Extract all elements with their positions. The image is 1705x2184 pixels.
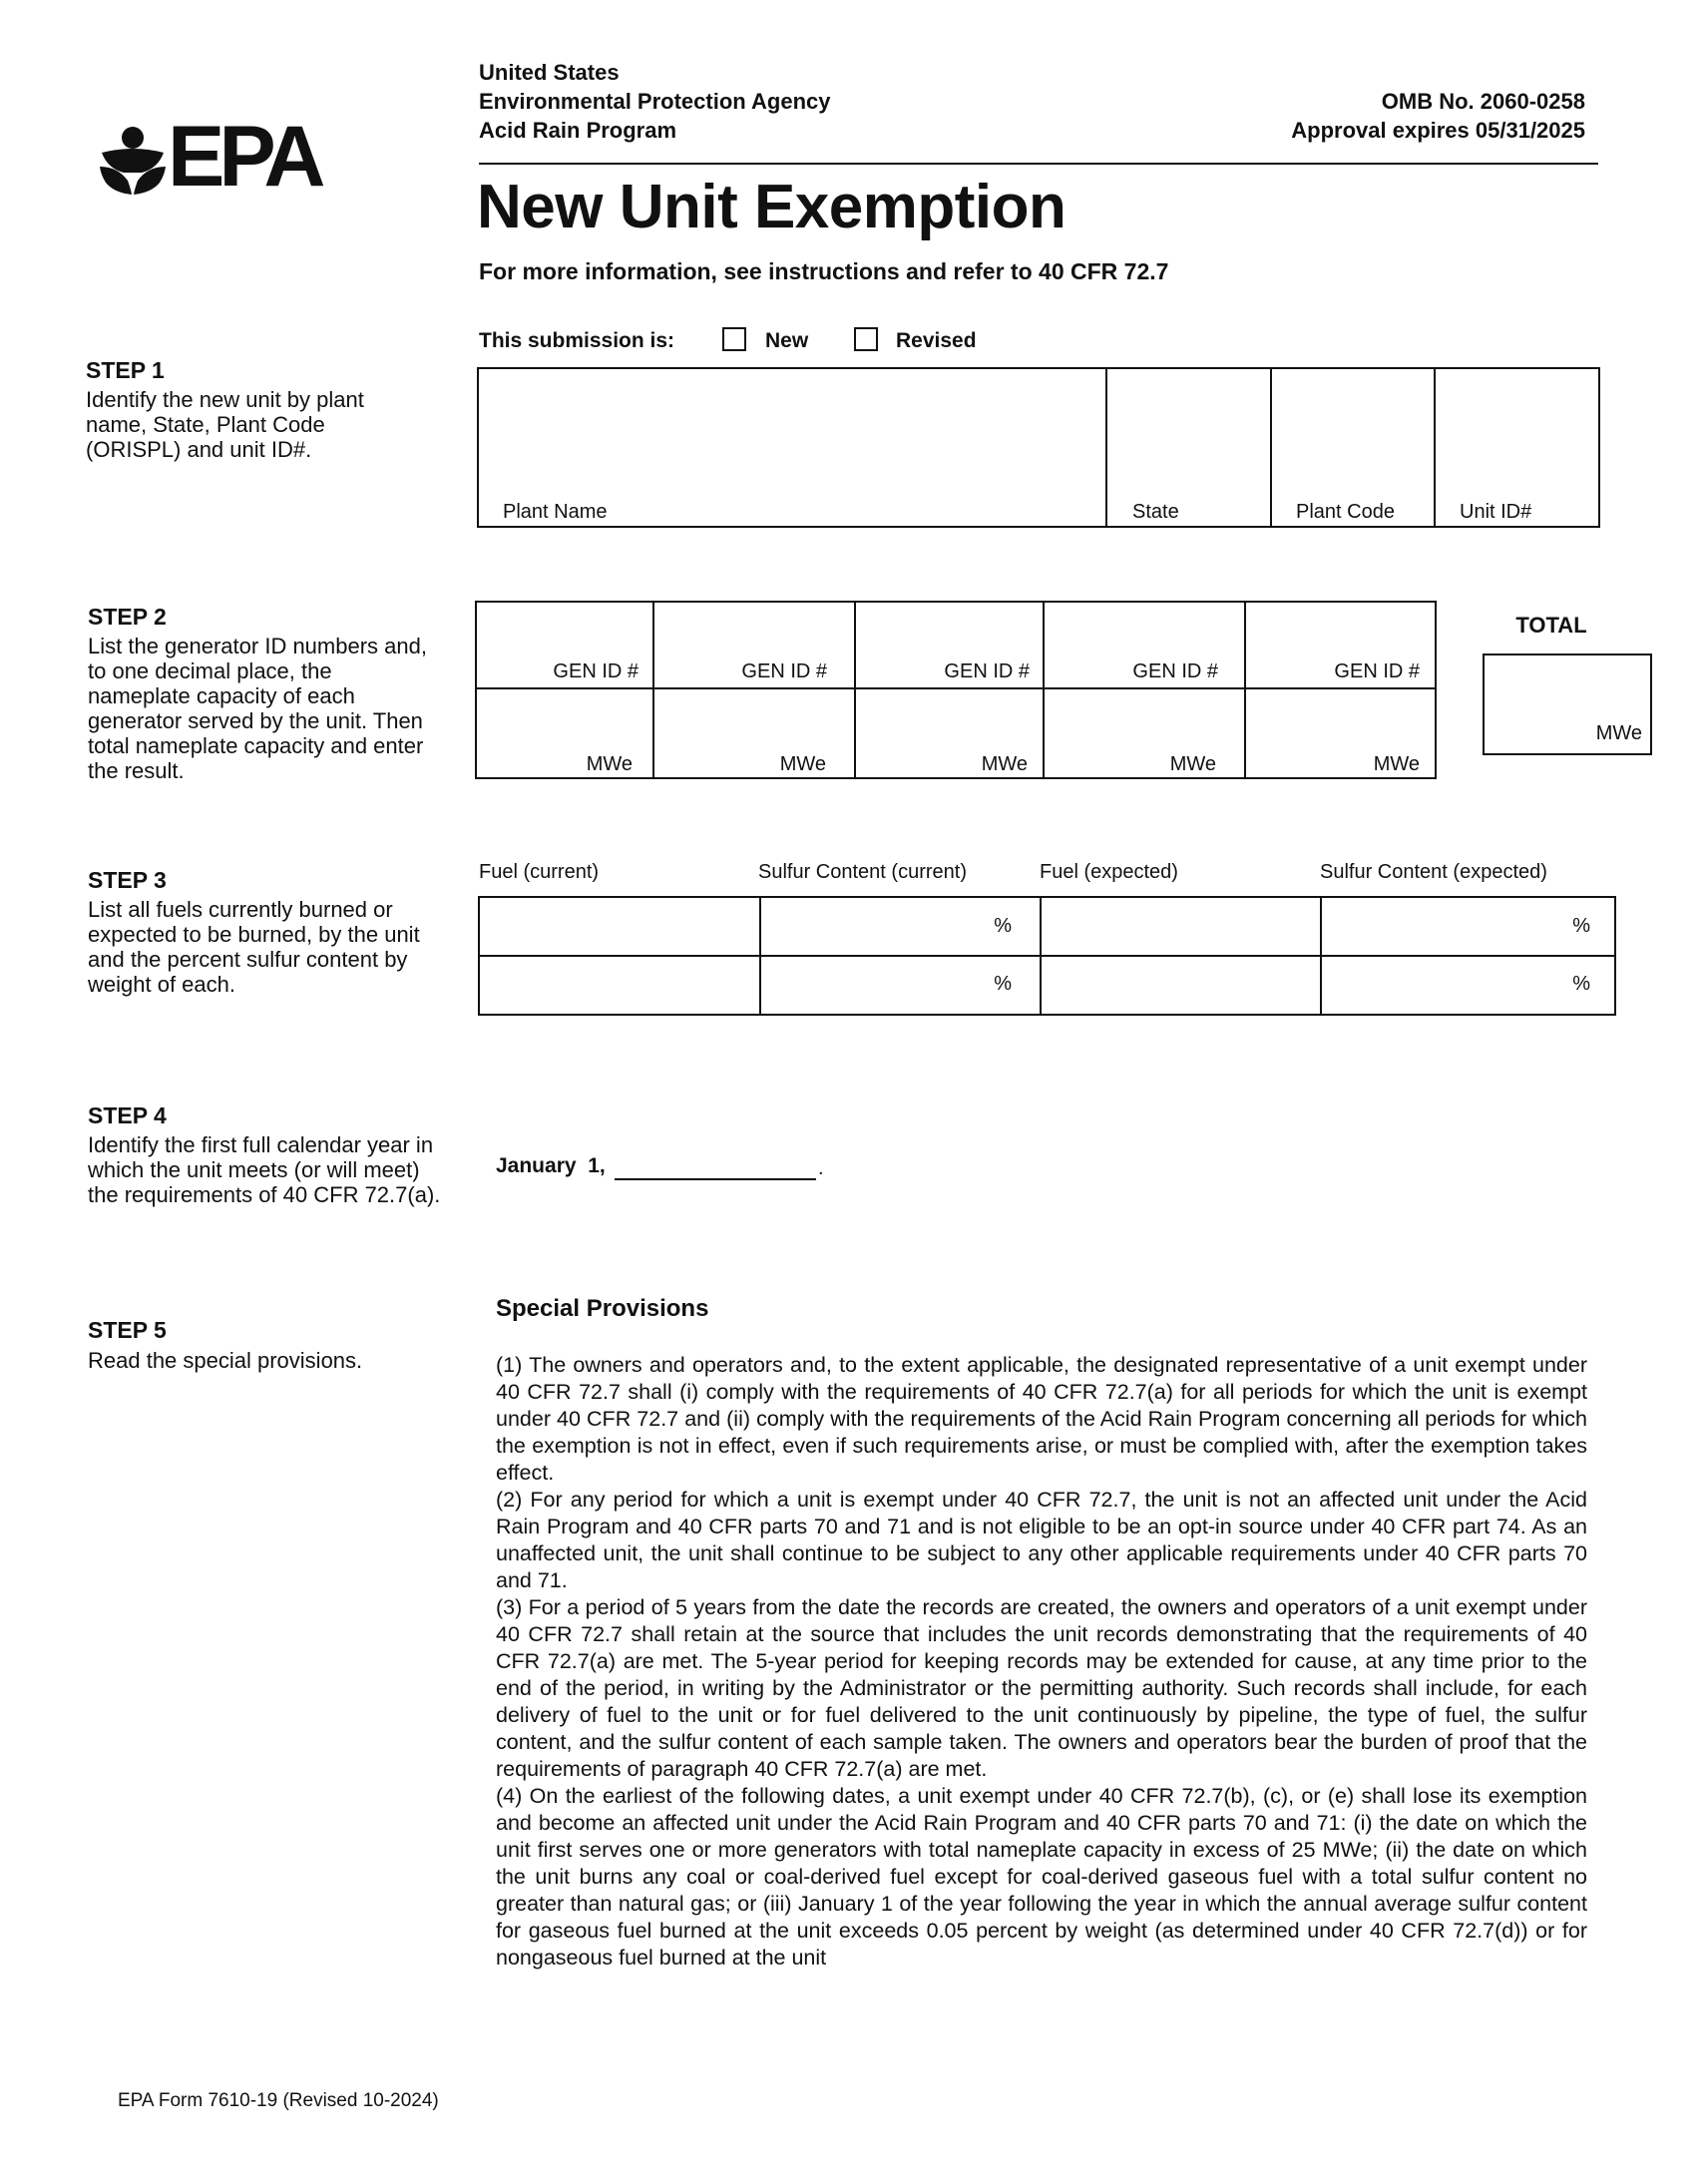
- plant-code-label: Plant Code: [1296, 501, 1395, 523]
- capacity-field[interactable]: [856, 689, 1043, 777]
- revised-checkbox[interactable]: [854, 327, 878, 351]
- step4-title: STEP 4: [88, 1102, 167, 1128]
- capacity-field[interactable]: [477, 689, 652, 777]
- step5-title: STEP 5: [88, 1317, 167, 1343]
- omb-number: OMB No. 2060-0258: [1381, 89, 1585, 114]
- mwe-unit: MWe: [586, 753, 633, 775]
- gen-id-field[interactable]: [477, 603, 652, 687]
- january-label: January 1,: [496, 1154, 606, 1177]
- percent-unit: %: [994, 973, 1012, 995]
- step3-description: List all fuels currently burned or expected to be burned, by the unit and the percent sulfur content by weight of each.: [88, 897, 420, 997]
- plant-code-field[interactable]: [1272, 369, 1434, 526]
- fuel-expected-field[interactable]: [1042, 957, 1320, 1014]
- agency-line-2: Environmental Protection Agency: [479, 89, 831, 114]
- fuel-current-field[interactable]: [480, 957, 759, 1014]
- form-number: EPA Form 7610-19 (Revised 10-2024): [118, 2090, 439, 2111]
- sulfur-expected-header: Sulfur Content (expected): [1320, 861, 1547, 883]
- percent-unit: %: [1572, 915, 1590, 937]
- step5-description: Read the special provisions.: [88, 1348, 363, 1373]
- step2-title: STEP 2: [88, 604, 167, 630]
- epa-flower-icon: [98, 123, 168, 197]
- step2-description: List the generator ID numbers and, to one decimal place, the nameplate capacity of each generator served by the unit. Then total nameplate capacity and enter the result.: [88, 634, 427, 783]
- revised-label: Revised: [896, 329, 977, 352]
- mwe-unit: MWe: [1373, 753, 1420, 775]
- unit-id-field[interactable]: [1436, 369, 1598, 526]
- new-label: New: [765, 329, 809, 352]
- agency-line-3: Acid Rain Program: [479, 118, 677, 143]
- mwe-unit: MWe: [981, 753, 1028, 775]
- provision-2: (2) For any period for which a unit is exempt under 40 CFR 72.7, the unit is not an affected unit under the Acid Rain Program and 40 CFR parts 70 and 71 and is not eligible to be an opt-in source under 40 CFR part 74. As an unaffected unit, the unit shall continue to be subject to any other applicable requirements under 40 CFR parts 70 and 71.: [496, 1488, 1587, 1592]
- epa-logo-text: EPA: [168, 109, 320, 205]
- gen-id-field[interactable]: [1246, 603, 1435, 687]
- sulfur-current-field[interactable]: [761, 898, 1040, 955]
- fuel-expected-header: Fuel (expected): [1040, 861, 1178, 883]
- step4-description: Identify the first full calendar year in which the unit meets (or will meet) the requirements of 40 CFR 72.7(a).: [88, 1132, 441, 1207]
- year-period: .: [818, 1157, 824, 1179]
- capacity-field[interactable]: [1246, 689, 1435, 777]
- gen-id-label: GEN ID #: [1132, 660, 1218, 682]
- mwe-unit: MWe: [779, 753, 826, 775]
- plant-name-field[interactable]: [479, 369, 1105, 526]
- fuel-expected-field[interactable]: [1042, 898, 1320, 955]
- capacity-field[interactable]: [654, 689, 854, 777]
- mwe-unit: MWe: [1169, 753, 1216, 775]
- fuel-current-header: Fuel (current): [479, 861, 600, 883]
- gen-id-field[interactable]: [654, 603, 854, 687]
- submission-label: This submission is:: [479, 329, 675, 352]
- step3-title: STEP 3: [88, 867, 167, 893]
- gen-id-label: GEN ID #: [741, 660, 827, 682]
- percent-unit: %: [1572, 973, 1590, 995]
- year-input[interactable]: [615, 1150, 816, 1180]
- epa-logo: [98, 109, 327, 205]
- provision-1: (1) The owners and operators and, to the extent applicable, the designated representative of a unit exempt under 40 CFR 72.7 shall (i) comply with the requirements of 40 CFR 72.7(a) for all periods for which the unit is exempt under 40 CFR 72.7 and (ii) comply with the requirements of the Acid Rain Program concerning all periods for which the exemption is not in effect, even if such requirements arise, or must be complied with, after the exemption takes effect.: [496, 1353, 1587, 1485]
- header-rule: [479, 163, 1598, 165]
- unit-id-label: Unit ID#: [1460, 501, 1532, 523]
- sulfur-expected-field[interactable]: [1322, 898, 1614, 955]
- total-capacity-field[interactable]: [1483, 654, 1652, 755]
- approval-expiry: Approval expires 05/31/2025: [1291, 118, 1585, 143]
- gen-id-field[interactable]: [1045, 603, 1244, 687]
- percent-unit: %: [994, 915, 1012, 937]
- special-provisions-heading: Special Provisions: [496, 1295, 709, 1322]
- gen-id-field[interactable]: [856, 603, 1043, 687]
- plant-name-label: Plant Name: [503, 501, 608, 523]
- total-mwe-unit: MWe: [1595, 722, 1642, 744]
- form-title: New Unit Exemption: [477, 173, 1066, 241]
- state-field[interactable]: [1107, 369, 1270, 526]
- step1-description: Identify the new unit by plant name, State, Plant Code (ORISPL) and unit ID#.: [86, 387, 364, 462]
- capacity-field[interactable]: [1045, 689, 1244, 777]
- provision-4: (4) On the earliest of the following dates, a unit exempt under 40 CFR 72.7(b), (c), or (e) shall lose its exemption and become an affected unit under the Acid Rain Program and 40 CFR parts 70 and 71: (i) the date on which the unit first serves one or more generators with total nameplate capacity in excess of 25 MWe; (ii) the date on which the unit burns any coal or coal-derived fuel except for coal-derived gaseous fuel with a total sulfur content no greater than natural gas; or (iii) January 1 of the year following the year in which the annual average sulfur content for gaseous fuel burned at the unit exceeds 0.05 percent by weight (as determined under 40 CFR 72.7(d)) or for nongaseous fuel burned at the unit: [496, 1784, 1587, 1969]
- gen-id-label: GEN ID #: [944, 660, 1030, 682]
- state-label: State: [1132, 501, 1179, 523]
- form-subtitle: For more information, see instructions and refer to 40 CFR 72.7: [479, 258, 1169, 284]
- agency-line-1: United States: [479, 60, 620, 85]
- sulfur-current-field[interactable]: [761, 957, 1040, 1014]
- new-checkbox[interactable]: [722, 327, 746, 351]
- sulfur-current-header: Sulfur Content (current): [758, 861, 967, 883]
- gen-id-label: GEN ID #: [553, 660, 639, 682]
- sulfur-expected-field[interactable]: [1322, 957, 1614, 1014]
- gen-id-label: GEN ID #: [1334, 660, 1420, 682]
- fuel-current-field[interactable]: [480, 898, 759, 955]
- total-label: TOTAL: [1515, 613, 1587, 638]
- provision-3: (3) For a period of 5 years from the date the records are created, the owners and operators of a unit exempt under 40 CFR 72.7 shall retain at the source that includes the unit records demonstrating that the requirements of 40 CFR 72.7(a) are met. The 5-year period for keeping records may be extended for cause, at any time prior to the end of the period, in writing by the Administrator or the permitting authority. Such records shall include, for each delivery of fuel to the unit or for fuel delivered to the unit continuously by pipeline, the type of fuel, the sulfur content, and the sulfur content of each sample taken. The owners and operators bear the burden of proof that the requirements of paragraph 40 CFR 72.7(a) are met.: [496, 1595, 1587, 1781]
- step1-title: STEP 1: [86, 357, 165, 383]
